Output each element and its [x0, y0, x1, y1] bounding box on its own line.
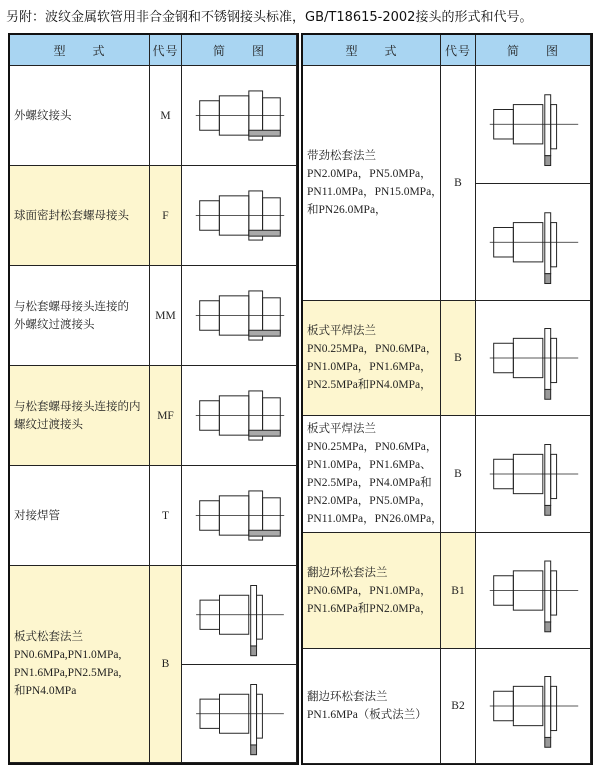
page-title: 另附：波纹金属软管用非合金钢和不锈钢接头标准，GB/T18615-2002接头的形式和代号。 [6, 10, 533, 25]
header-code: 代号 [441, 35, 476, 66]
male-thread-fitting-drawing-icon [182, 66, 296, 165]
row-code: B [441, 66, 476, 301]
lap-joint-plate-flange-drawing-icon [476, 649, 590, 763]
drawing-cell [182, 366, 297, 466]
header-drawing: 简 图 [476, 35, 591, 66]
plate-slip-on-flange-alt-drawing-icon [476, 416, 590, 532]
header-drawing: 简 图 [182, 35, 297, 66]
row-code: B2 [441, 649, 476, 764]
drawing-cell [476, 66, 591, 184]
drawing-cell [182, 566, 297, 665]
row-code: M [150, 66, 182, 166]
right-table [301, 33, 593, 765]
row-code: T [150, 466, 182, 566]
drawing-cell [182, 466, 297, 566]
drawing-cell [476, 533, 591, 649]
plate-slip-on-flange-drawing-icon [476, 301, 590, 415]
row-type-label: 与松套螺母接头连接的内 螺纹过渡接头 [10, 366, 150, 466]
spherical-seal-nut-fitting-drawing-icon [182, 166, 296, 265]
plate-loose-flange-alt-drawing-icon [182, 665, 296, 763]
drawing-cell [182, 665, 297, 764]
header-code: 代号 [150, 35, 182, 66]
drawing-cell [476, 416, 591, 533]
row-code: B [441, 301, 476, 416]
row-code: B [441, 416, 476, 533]
row-code: B1 [441, 533, 476, 649]
row-code: MM [150, 266, 182, 366]
row-type-label: 与松套螺母接头连接的 外螺纹过渡接头 [10, 266, 150, 366]
female-adapter-drawing-icon [182, 366, 296, 465]
row-code: F [150, 166, 182, 266]
row-code: B [150, 566, 182, 763]
drawing-cell [476, 184, 591, 302]
row-type-label: 带劲松套法兰 PN2.0MPa，PN5.0MPa， PN11.0MPa，PN15.0MPa， 和PN26.0MPa， [303, 66, 441, 301]
plate-loose-flange-drawing-icon [182, 566, 296, 664]
hub-loose-flange-drawing-icon [476, 66, 590, 183]
left-table [8, 33, 299, 765]
male-adapter-drawing-icon [182, 266, 296, 365]
header-type: 型 式 [303, 35, 441, 66]
row-type-label: 外螺纹接头 [10, 66, 150, 166]
row-type-label: 翻边环松套法兰 PN1.6MPa（板式法兰） [303, 649, 441, 764]
row-type-label: 板式平焊法兰 PN0.25MPa，PN0.6MPa， PN1.0MPa，PN1.6MPa， PN2.5MPa和PN4.0MPa， [303, 301, 441, 416]
lap-joint-flange-drawing-icon [476, 533, 590, 648]
drawing-cell [182, 66, 297, 166]
drawing-cell [182, 266, 297, 366]
butt-weld-pipe-drawing-icon [182, 466, 296, 565]
row-code: MF [150, 366, 182, 466]
row-type-label: 翻边环松套法兰 PN0.6MPa，PN1.0MPa， PN1.6MPa和PN2.0MPa， [303, 533, 441, 649]
drawing-cell [476, 301, 591, 416]
row-type-label: 板式平焊法兰 PN0.25MPa，PN0.6MPa， PN1.0MPa，PN1.6MPa、 PN2.5MPa，PN4.0MPa和 PN2.0MPa，PN5.0MPa， PN11.0MPa，PN26.0MPa， [303, 416, 441, 533]
header-type: 型 式 [10, 35, 150, 66]
drawing-cell [476, 649, 591, 764]
row-type-label: 球面密封松套螺母接头 [10, 166, 150, 266]
row-type-label: 板式松套法兰 PN0.6MPa,PN1.0MPa, PN1.6MPa,PN2.5MPa, 和PN4.0MPa [10, 566, 150, 763]
hub-loose-flange-alt-drawing-icon [476, 184, 590, 301]
drawing-cell [182, 166, 297, 266]
row-type-label: 对接焊管 [10, 466, 150, 566]
